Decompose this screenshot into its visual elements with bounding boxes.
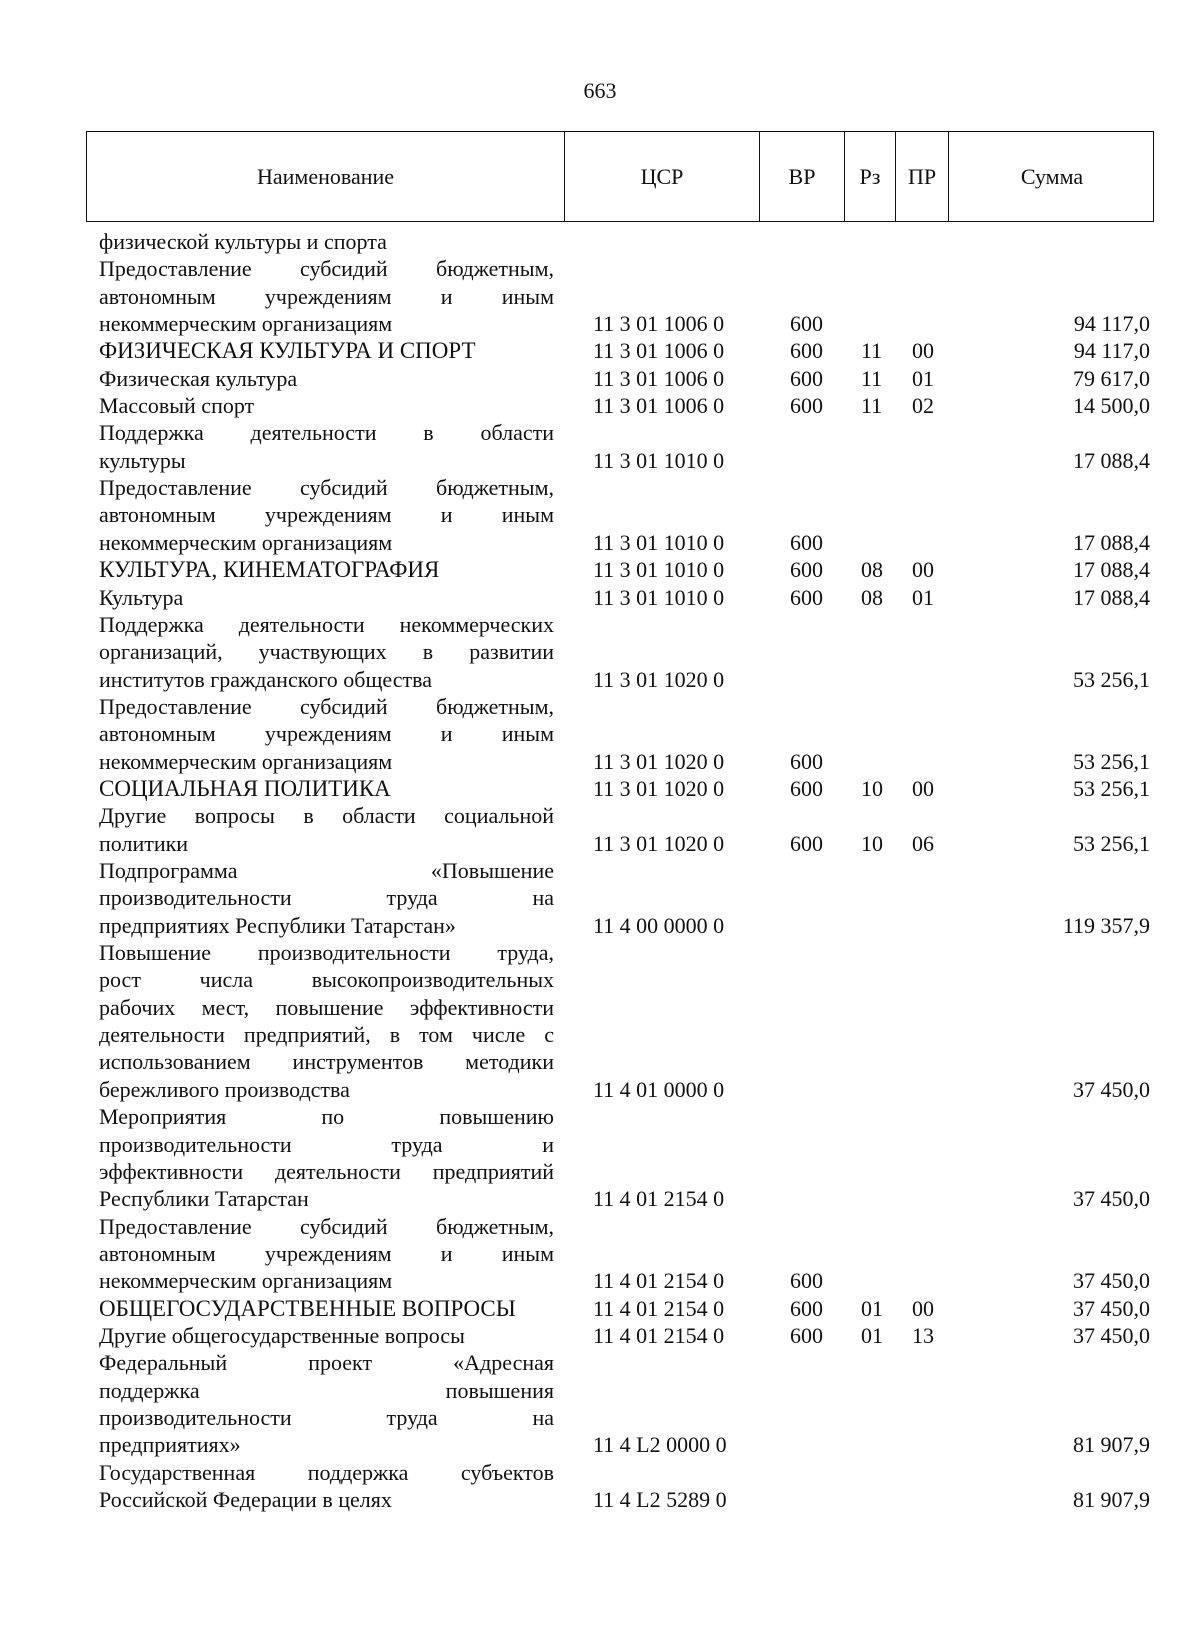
row-name-line: Предоставление субсидий бюджетным, [99,693,554,719]
table-row [0,556,1200,583]
row-sum: 17 088,4 [1073,447,1150,473]
row-sum: 37 450,0 [1073,1295,1150,1321]
row-name-line: рабочих мест, повышение эффективности [99,994,554,1020]
row-csr: 11 3 01 1020 0 [593,748,725,774]
row-sum: 17 088,4 [1073,529,1150,555]
row-csr: 11 3 01 1020 0 [593,830,725,856]
row-name-line: поддержка повышения [99,1377,554,1403]
row-sum: 53 256,1 [1073,830,1150,856]
row-csr: 11 4 01 2154 0 [593,1268,725,1294]
row-sum: 17 088,4 [1073,557,1150,583]
row-sum: 53 256,1 [1073,748,1150,774]
header-vr: ВР [760,132,845,221]
table-row [0,1295,1200,1322]
row-vr: 600 [790,748,823,774]
row-vr: 600 [790,776,823,801]
row-name-line: производительности труда на [99,885,554,911]
row-name-line: автономным учреждениям и иным [99,1240,554,1266]
row-csr: 11 4 01 2154 0 [593,1323,725,1348]
row-name-line: автономным учреждениям и иным [99,502,554,528]
row-vr: 600 [790,393,823,419]
row-name-line: КУЛЬТУРА, КИНЕМАТОГРАФИЯ [99,557,440,583]
row-rz: 11 [861,393,883,419]
row-csr: 11 3 01 1020 0 [593,776,725,801]
row-pr: 00 [912,338,934,364]
row-vr: 600 [790,1323,823,1348]
table-row [0,1349,1200,1458]
row-csr: 11 3 01 1010 0 [593,529,725,555]
row-rz: 01 [861,1323,883,1348]
row-sum: 37 450,0 [1073,1268,1150,1294]
table-row [0,1213,1200,1295]
row-csr: 11 3 01 1020 0 [593,666,725,692]
table-row [0,365,1200,392]
row-name-line: институтов гражданского общества [99,666,432,692]
row-pr: 01 [912,584,934,610]
row-name-line: некоммерческим организациям [99,1268,393,1294]
row-name-line: производительности труда на [99,1405,554,1431]
table-row [0,939,1200,1103]
row-vr: 600 [790,1268,823,1294]
table-row [0,1103,1200,1212]
row-rz: 10 [861,776,883,801]
row-name-line: Поддержка деятельности в области [99,420,554,446]
row-name-line: производительности труда и [99,1131,554,1157]
row-name-line: бережливого производства [99,1076,350,1102]
table-row [0,857,1200,939]
row-name-line: Предоставление субсидий бюджетным, [99,256,554,282]
row-rz: 11 [861,338,883,364]
row-name-line: Другие общегосударственные вопросы [99,1323,465,1348]
row-sum: 53 256,1 [1073,666,1150,692]
row-name-line: некоммерческим организациям [99,529,393,555]
row-csr: 11 3 01 1006 0 [593,338,725,364]
row-vr: 600 [790,830,823,856]
row-csr: 11 3 01 1010 0 [593,584,725,610]
table-row [0,693,1200,775]
row-vr: 600 [790,557,823,583]
row-name-line: Мероприятия по повышению [99,1104,554,1130]
table-row [0,1322,1200,1349]
row-name-line: использованием инструментов методики [99,1049,554,1075]
row-vr: 600 [790,365,823,391]
row-csr: 11 4 L2 0000 0 [593,1432,727,1458]
row-sum: 37 450,0 [1073,1323,1150,1348]
row-name-line: Федеральный проект «Адресная [99,1350,554,1376]
row-sum: 94 117,0 [1073,338,1150,364]
row-sum: 14 500,0 [1073,393,1150,419]
row-name-line: Подпрограмма «Повышение [99,858,554,884]
row-vr: 600 [790,529,823,555]
row-name-line: предприятиях» [99,1432,241,1458]
row-sum: 119 357,9 [1062,912,1150,938]
row-vr: 600 [790,584,823,610]
row-pr: 00 [912,557,934,583]
row-name-line: Другие вопросы в области социальной [99,803,554,829]
row-sum: 37 450,0 [1073,1076,1150,1102]
row-csr: 11 4 00 0000 0 [593,912,725,938]
row-name-line: Физическая культура [99,365,298,391]
row-rz: 08 [861,584,883,610]
row-sum: 81 907,9 [1073,1432,1150,1458]
row-rz: 01 [861,1295,883,1321]
row-name-line: рост числа высокопроизводительных [99,967,554,993]
row-sum: 94 117,0 [1073,311,1150,337]
row-name-line: организаций, участвующих в развитии [99,639,554,665]
row-name-line: Предоставление субсидий бюджетным, [99,1213,554,1239]
row-pr: 13 [912,1323,934,1348]
row-sum: 81 907,9 [1073,1487,1150,1513]
row-pr: 02 [912,393,934,419]
row-csr: 11 4 01 0000 0 [593,1076,725,1102]
row-csr: 11 3 01 1010 0 [593,447,725,473]
header-pr: ПР [896,132,949,221]
row-name-line: некоммерческим организациям [99,311,393,337]
row-csr: 11 4 L2 5289 0 [593,1487,727,1513]
row-name-line: деятельности предприятий, в том числе с [99,1022,554,1048]
row-name-line: политики [99,830,189,856]
row-pr: 00 [912,1295,934,1321]
table-row [0,1459,1200,1514]
row-csr: 11 4 01 2154 0 [593,1295,725,1321]
table-row [0,775,1200,802]
row-name-line: Российской Федерации в целях [99,1487,392,1513]
header-rz: Рз [845,132,896,221]
row-pr: 06 [912,830,934,856]
row-vr: 600 [790,338,823,364]
table-row [0,802,1200,857]
row-name-line: Предоставление субсидий бюджетным, [99,475,554,501]
row-csr: 11 3 01 1006 0 [593,311,725,337]
header-csr: ЦСР [565,132,760,221]
row-name-line: Массовый спорт [99,393,255,419]
table-row [0,474,1200,556]
row-vr: 600 [790,1295,823,1321]
row-name-line: автономным учреждениям и иным [99,283,554,309]
row-name-line: ФИЗИЧЕСКАЯ КУЛЬТУРА И СПОРТ [99,338,476,364]
row-rz: 08 [861,557,883,583]
table-row [0,419,1200,474]
row-name-line: Республики Татарстан [99,1186,309,1212]
table-header [86,131,1154,222]
row-csr: 11 3 01 1010 0 [593,557,725,583]
row-name-line: Государственная поддержка субъектов [99,1459,554,1485]
row-rz: 10 [861,830,883,856]
row-csr: 11 3 01 1006 0 [593,393,725,419]
row-csr: 11 3 01 1006 0 [593,365,725,391]
header-sum: Сумма [1020,163,1084,189]
table-row [0,584,1200,611]
row-name-line: ОБЩЕГОСУДАРСТВЕННЫЕ ВОПРОСЫ [99,1295,516,1321]
row-sum: 37 450,0 [1073,1186,1150,1212]
row-sum: 17 088,4 [1073,584,1150,610]
row-rz: 11 [861,365,883,391]
row-name-line: эффективности деятельности предприятий [99,1158,554,1184]
table-row [0,611,1200,693]
row-name-line: предприятиях Республики Татарстан» [99,912,456,938]
table-row [0,392,1200,419]
row-name-line: физической культуры и спорта [99,229,387,254]
row-pr: 00 [912,776,934,801]
row-name-line: автономным учреждениям и иным [99,721,554,747]
row-vr: 600 [790,311,823,337]
row-sum: 79 617,0 [1073,365,1150,391]
row-csr: 11 4 01 2154 0 [593,1186,725,1212]
row-name-line: Культура [99,584,184,610]
row-name-line: Повышение производительности труда, [99,940,554,966]
row-name-line: СОЦИАЛЬНАЯ ПОЛИТИКА [99,776,391,801]
row-name-line: некоммерческим организациям [99,748,393,774]
page-number: 663 [583,78,617,103]
row-name-line: Поддержка деятельности некоммерческих [99,611,554,637]
table-row [0,228,1200,255]
header-name: Наименование [87,132,565,221]
row-sum: 53 256,1 [1073,776,1150,801]
table-row [0,255,1200,337]
table-row [0,337,1200,364]
row-pr: 01 [912,365,934,391]
row-name-line: культуры [99,447,186,473]
